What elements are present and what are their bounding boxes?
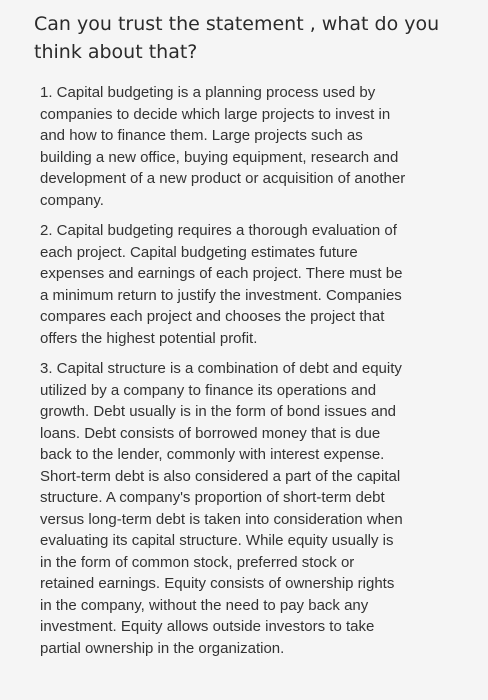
text-line: growth. Debt usually is in the form of bond issues and	[40, 403, 397, 420]
question-heading	[34, 10, 454, 66]
text-line: each project. Capital budgeting estimates future	[40, 243, 358, 261]
question-line: think about that?	[34, 41, 198, 63]
text-line: development of a new product or acquisition of another	[40, 170, 406, 187]
text-line: company.	[40, 191, 104, 209]
question-line: Can you trust the statement , what do you	[34, 13, 440, 35]
paragraph-capital-structure	[40, 358, 460, 659]
text-line: versus long-term debt is taken into consideration when	[40, 510, 403, 528]
text-line: utilized by a company to finance its operations and	[40, 381, 377, 399]
text-line: back to the lender, commonly with interest expense.	[40, 446, 385, 463]
text-line: 3. Capital structure is a combination of debt and equity	[40, 360, 402, 377]
text-line: investment. Equity allows outside investors to take	[40, 618, 375, 635]
text-line: a minimum return to justify the investment. Companies	[40, 286, 402, 304]
text-line: structure. A company's proportion of short-term debt	[40, 489, 385, 506]
text-line: partial ownership in the organization.	[40, 639, 285, 657]
text-line: in the company, without the need to pay back any	[40, 596, 369, 614]
text-line: companies to decide which large projects to invest in	[40, 105, 391, 123]
text-line: retained earnings. Equity consists of ownership rights	[40, 575, 395, 592]
text-line: offers the highest potential profit.	[40, 329, 258, 347]
paragraph-capital-budgeting-evaluation	[40, 220, 460, 349]
text-line: Short-term debt is also considered a part of the capital	[40, 467, 401, 485]
text-line: evaluating its capital structure. While equity usually is	[40, 532, 394, 549]
text-line: and how to finance them. Large projects such as	[40, 127, 363, 144]
text-line: 1. Capital budgeting is a planning process used by	[40, 84, 376, 101]
text-line: 2. Capital budgeting requires a thorough evaluation of	[40, 222, 397, 239]
answer-body	[40, 82, 460, 668]
text-line: expenses and earnings of each project. There must be	[40, 265, 403, 282]
text-line: in the form of common stock, preferred stock or	[40, 553, 355, 571]
text-line: compares each project and chooses the project that	[40, 308, 385, 325]
text-line: loans. Debt consists of borrowed money that is due	[40, 424, 381, 442]
text-line: building a new office, buying equipment, research and	[40, 148, 399, 166]
paragraph-capital-budgeting-definition	[40, 82, 460, 211]
